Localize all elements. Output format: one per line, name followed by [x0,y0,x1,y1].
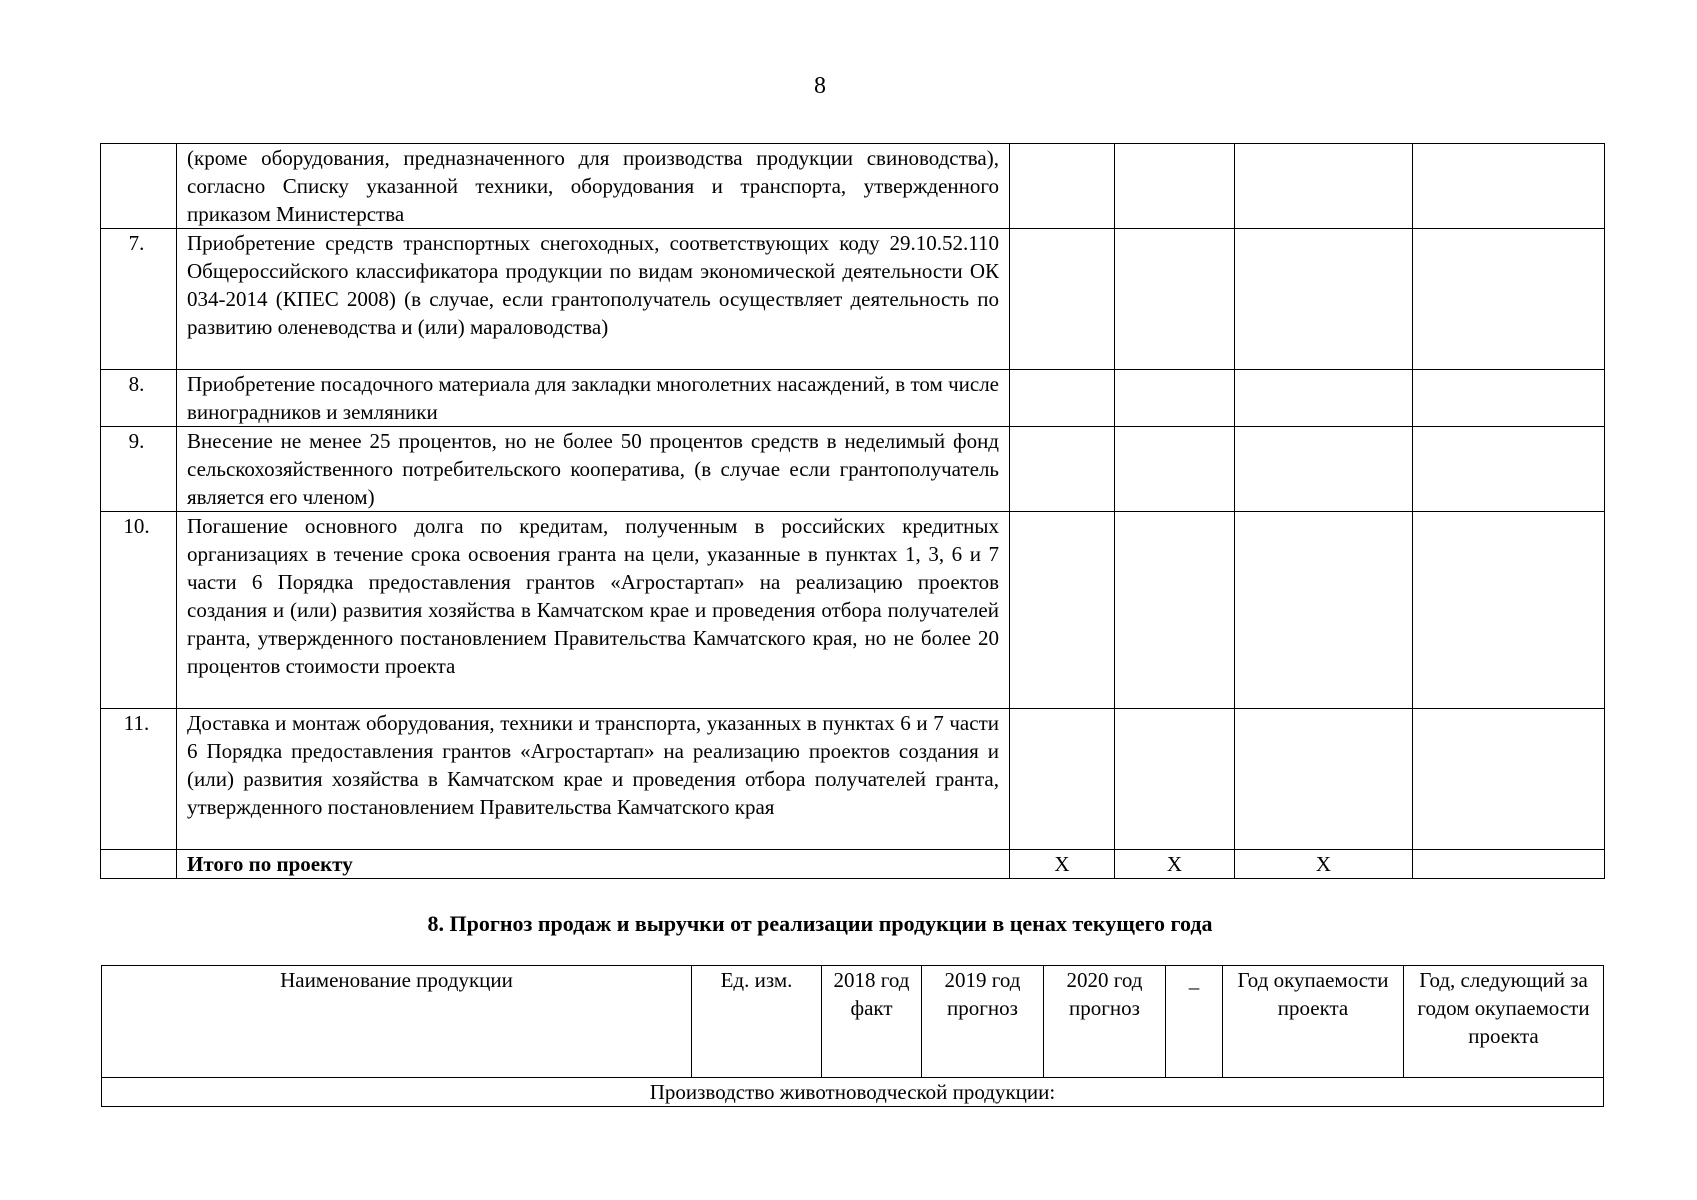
column-header: 2019 год прогноз [922,966,1044,1078]
table-row [101,144,1605,229]
row-cell-2 [1115,229,1235,370]
table-row [101,427,1605,512]
row-description: Погашение основного долга по кредитам, полученным в российских кредитных организациях в течение срока освоения гранта на цели, указанные в пунктах 1, 3, 6 и 7 части 6 Порядка предоставления грантов «Агростартап» на реализацию проектов создания и (или) развития хозяйства в Камчатском крае и проведения отбора получателей гранта, утвержденного постановлением Правительства Камчатского края, но не более 20 процентов стоимости проекта [177,512,1010,709]
row-cell-3 [1235,370,1413,427]
row-cell-3 [1235,709,1413,850]
section-title: 8. Прогноз продаж и выручки от реализации продукции в ценах текущего года [427,911,1213,936]
column-header: Наименование продукции [102,966,692,1078]
table-header-row [102,966,1604,1078]
table-row [101,229,1605,370]
row-number: 8. [101,370,177,427]
sales-forecast-table [101,965,1604,1107]
total-cell-1: Х [1010,850,1115,879]
row-description: Внесение не менее 25 процентов, но не более 50 процентов средств в неделимый фонд сельскохозяйственного потребительского кооператива, (в случае если грантополучатель является его членом) [177,427,1010,512]
row-cell-3 [1235,144,1413,229]
row-cell-2 [1115,512,1235,709]
total-label: Итого по проекту [177,850,1010,879]
row-cell-1 [1010,512,1115,709]
row-cell-2 [1115,427,1235,512]
row-description: Приобретение посадочного материала для закладки многолетних насаждений, в том числе виноградников и земляники [177,370,1010,427]
row-cell-2 [1115,144,1235,229]
row-cell-4 [1413,709,1605,850]
table-row [101,709,1605,850]
row-cell-2 [1115,709,1235,850]
row-description: Приобретение средств транспортных снегоходных, соответствующих коду 29.10.52.110 Общероссийского классификатора продукции по видам экономической деятельности ОК 034-2014 (КПЕС 2008) (в случае, если грантополучатель осуществляет деятельность по развитию оленеводства и (или) мараловодства) [177,229,1010,370]
row-description: Доставка и монтаж оборудования, техники и транспорта, указанных в пунктах 6 и 7 части 6 Порядка предоставления грантов «Агростартап» на реализацию проектов создания и (или) развития хозяйства в Камчатском крае и проведения отбора получателей гранта, утвержденного постановлением Правительства Камчатского края [177,709,1010,850]
total-cell-3: Х [1235,850,1413,879]
column-header: Год окупаемости проекта [1223,966,1404,1078]
row-cell-3 [1235,229,1413,370]
row-cell-4 [1413,427,1605,512]
row-number: 10. [101,512,177,709]
row-description: (кроме оборудования, предназначенного для производства продукции свиноводства), согласно Списку указанной техники, оборудования и транспорта, утвержденного приказом Министерства [177,144,1010,229]
row-cell-3 [1235,512,1413,709]
page-number: 8 [814,73,826,99]
project-costs-table [100,143,1605,879]
column-header: Год, следующий за годом окупаемости проекта [1404,966,1604,1078]
row-cell-4 [1413,512,1605,709]
row-cell-4 [1413,144,1605,229]
table-row [101,512,1605,709]
table-row [102,1078,1604,1107]
row-cell-2 [1115,370,1235,427]
row-number: 9. [101,427,177,512]
section-subheader: Производство животноводческой продукции: [102,1078,1604,1107]
row-cell-4 [1413,229,1605,370]
column-header: 2018 год факт [822,966,922,1078]
total-row [101,850,1605,879]
row-cell-3 [1235,427,1413,512]
row-cell-4 [1413,370,1605,427]
row-cell-1 [1010,427,1115,512]
column-header: Ед. изм. [692,966,822,1078]
total-number [101,850,177,879]
row-number: 7. [101,229,177,370]
column-header: 2020 год прогноз [1044,966,1166,1078]
column-header: _ [1166,966,1223,1078]
row-cell-1 [1010,229,1115,370]
row-cell-1 [1010,709,1115,850]
total-cell-4 [1413,850,1605,879]
row-number: 11. [101,709,177,850]
total-cell-2: Х [1115,850,1235,879]
row-cell-1 [1010,144,1115,229]
row-number [101,144,177,229]
row-cell-1 [1010,370,1115,427]
table-row [101,370,1605,427]
